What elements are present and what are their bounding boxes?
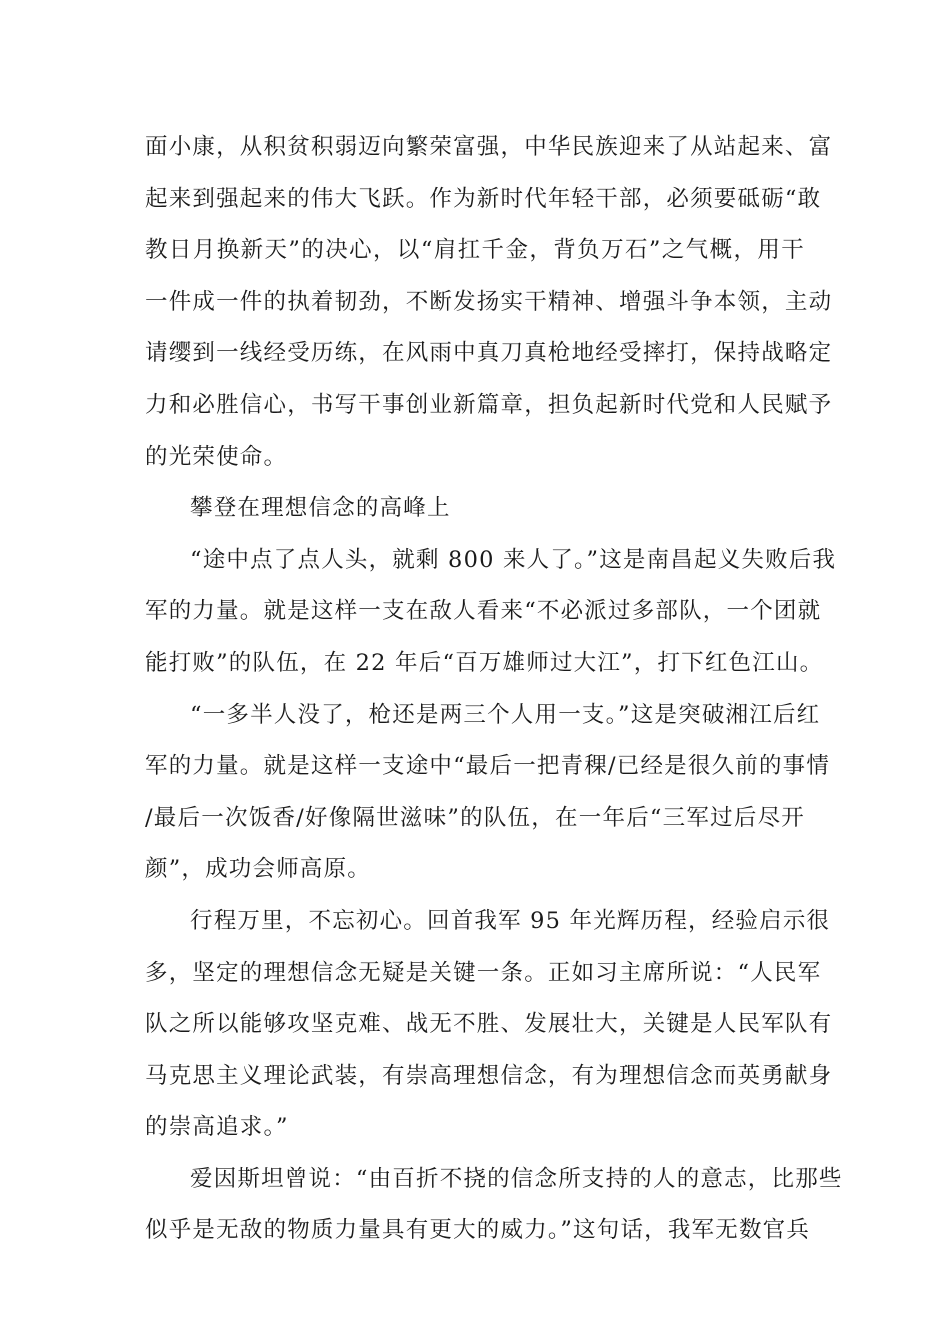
text-line: 队之所以能够攻坚克难、战无不胜、发展壮大，关键是人民军队有 bbox=[145, 1011, 833, 1038]
text-line: 似乎是无敌的物质力量具有更大的威力。”这句话，我军无数官兵 bbox=[145, 1217, 811, 1244]
text-line: 的光荣使命。 bbox=[145, 443, 288, 470]
text-line: 攀登在理想信念的高峰上 bbox=[190, 495, 451, 522]
text-line: “途中点了点人头，就剩 800 来人了。”这是南昌起义失败后我 bbox=[190, 546, 837, 573]
paragraph bbox=[145, 1154, 843, 1257]
text-line: 军的力量。就是这样一支在敌人看来“不必派过多部队，一个团就 bbox=[145, 598, 822, 625]
paragraph bbox=[145, 690, 831, 896]
document-page bbox=[145, 122, 843, 1257]
text-line: “一多半人没了，枪还是两三个人用一支。”这是突破湘江后红 bbox=[190, 701, 821, 728]
text-line: 行程万里，不忘初心。回首我军 95 年光辉历程，经验启示很 bbox=[190, 907, 831, 934]
text-line: 多，坚定的理想信念无疑是关键一条。正如习主席所说：“人民军 bbox=[145, 959, 822, 986]
text-line: 教日月换新天”的决心，以“肩扛千金，背负万石”之气概，用干 bbox=[145, 237, 805, 264]
text-line: 军的力量。就是这样一支途中“最后一把青稞/已经是很久前的事情 bbox=[145, 753, 831, 780]
text-line: /最后一次饭香/好像隔世滋味”的队伍，在一年后“三军过后尽开 bbox=[145, 804, 805, 831]
text-line: 请缨到一线经受历练，在风雨中真刀真枪地经受摔打，保持战略定 bbox=[145, 340, 833, 367]
text-line: 面小康，从积贫积弱迈向繁荣富强，中华民族迎来了从站起来、富 bbox=[145, 134, 833, 160]
text-line: 能打败”的队伍，在 22 年后“百万雄师过大江”，打下红色江山。 bbox=[145, 649, 824, 676]
text-line: 起来到强起来的伟大飞跃。作为新时代年轻干部，必须要砥砺“敢 bbox=[145, 185, 822, 212]
paragraph bbox=[145, 535, 837, 690]
text-line: 力和必胜信心，书写干事创业新篇章，担负起新时代党和人民赋予 bbox=[145, 391, 833, 418]
text-line: 马克思主义理论武装，有崇高理想信念，有为理想信念而英勇献身 bbox=[145, 1062, 833, 1089]
paragraph bbox=[145, 122, 833, 483]
paragraph bbox=[145, 896, 833, 1154]
text-line: 一件成一件的执着韧劲，不断发扬实干精神、增强斗争本领，主动 bbox=[145, 288, 833, 315]
text-line: 爱因斯坦曾说：“由百折不挠的信念所支持的人的意志，比那些 bbox=[190, 1165, 843, 1192]
text-line: 的崇高追求。” bbox=[145, 1114, 289, 1141]
paragraph bbox=[145, 483, 805, 535]
text-line: 颜”，成功会师高原。 bbox=[145, 856, 372, 883]
